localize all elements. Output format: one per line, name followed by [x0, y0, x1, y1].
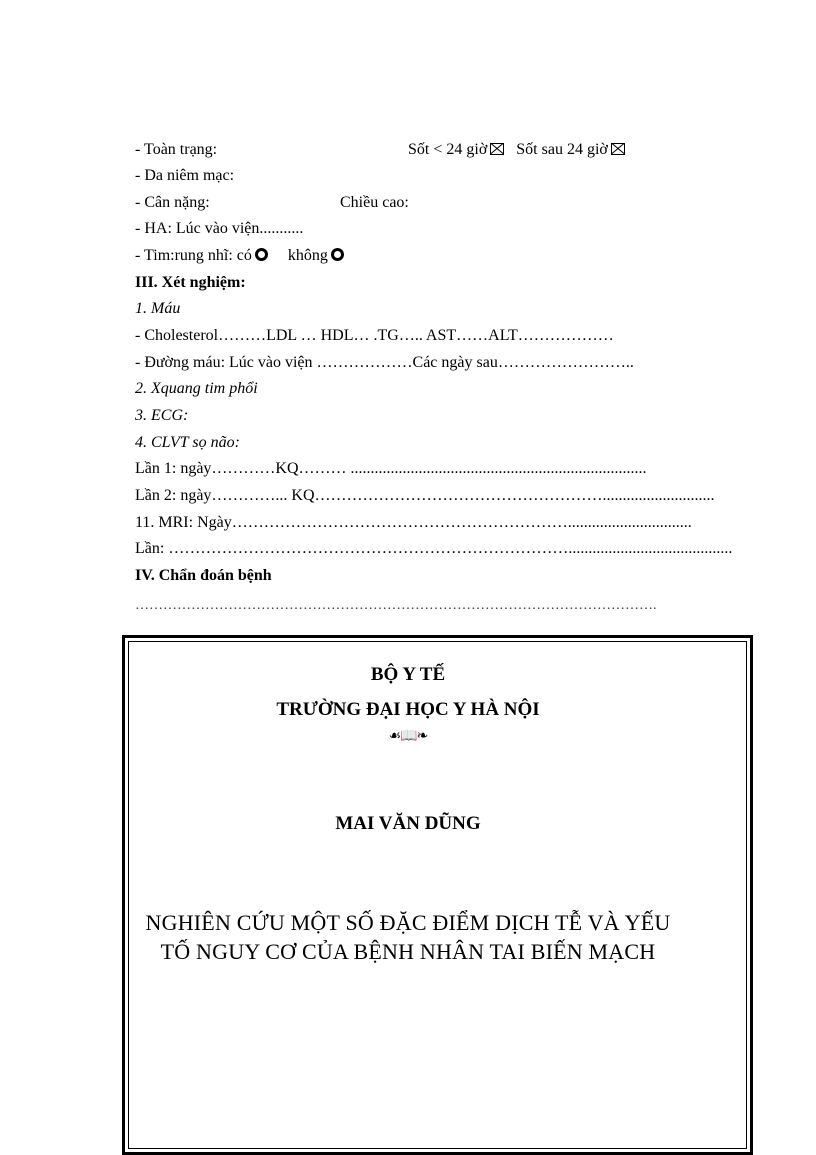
ministry-heading: BỘ Y TẾ [370, 664, 446, 685]
atrial-fibrillation-label: - Tim:rung nhĩ: có [135, 247, 252, 264]
fever-options [408, 140, 625, 160]
fever-after-24h-checkbox[interactable] [611, 143, 625, 155]
thesis-title-line1: NGHIÊN CỨU MỘT SỐ ĐẶC ĐIỂM DỊCH TỄ VÀ YẾU [145, 910, 671, 935]
fever-under-24h-label: Sốt < 24 giờ [408, 141, 488, 158]
section-diagnosis-heading: IV. Chẩn đoán bệnh [135, 567, 272, 584]
atrial-fibrillation-row [135, 246, 344, 266]
af-yes-radio[interactable] [255, 248, 268, 261]
ct-second-line: Lần 2: ngày…………... KQ………………………………………………............................ [135, 487, 715, 504]
cholesterol-line: - Cholesterol………LDL … HDL… .TG….. AST……ALT……………… [135, 327, 614, 344]
skin-mucosa-label: - Da niêm mạc: [135, 167, 235, 184]
af-no-radio[interactable] [331, 248, 344, 261]
fever-under-24h-checkbox[interactable] [490, 143, 504, 155]
height-label: Chiều cao: [340, 194, 409, 211]
book-ornament-icon: ☙📖❧ [388, 729, 428, 744]
ecg-subheading: 3. ECG: [135, 407, 189, 424]
blood-glucose-line: - Đường máu: Lúc vào viện ………………Các ngày sau…………………….. [135, 354, 634, 371]
weight-label: - Cân nặng: [135, 194, 210, 211]
section-tests-heading: III. Xét nghiệm: [135, 274, 246, 291]
diagnosis-dotted-line: …………………………………………………………………………………………………. [135, 598, 657, 613]
af-no-label: không [287, 247, 328, 264]
general-condition-row [135, 140, 608, 160]
ct-first-line: Lần 1: ngày…………KQ……… .......................................................................... [135, 460, 647, 477]
blood-pressure-label: - HA: Lúc vào viện........... [135, 220, 304, 237]
mri-line: 11. MRI: Ngày………………………………………………………............................... [135, 514, 692, 531]
weight-height-row [135, 193, 535, 213]
fever-after-24h-label: Sốt sau 24 giờ [516, 141, 608, 158]
thesis-title-line2: TỐ NGUY CƠ CỦA BỆNH NHÂN TAI BIẾN MẠCH [160, 939, 656, 964]
general-condition-label: - Toàn trạng: [135, 141, 218, 158]
blood-subheading: 1. Máu [135, 300, 181, 317]
author-name: MAI VĂN DŨNG [335, 813, 481, 834]
mri-times-line: Lần: …………………………………………………………………......................................... [135, 540, 733, 557]
ct-subheading: 4. CLVT sọ não: [135, 434, 240, 451]
university-heading: TRƯỜNG ĐẠI HỌC Y HÀ NỘI [276, 699, 540, 720]
xray-subheading: 2. Xquang tim phổi [135, 380, 258, 397]
